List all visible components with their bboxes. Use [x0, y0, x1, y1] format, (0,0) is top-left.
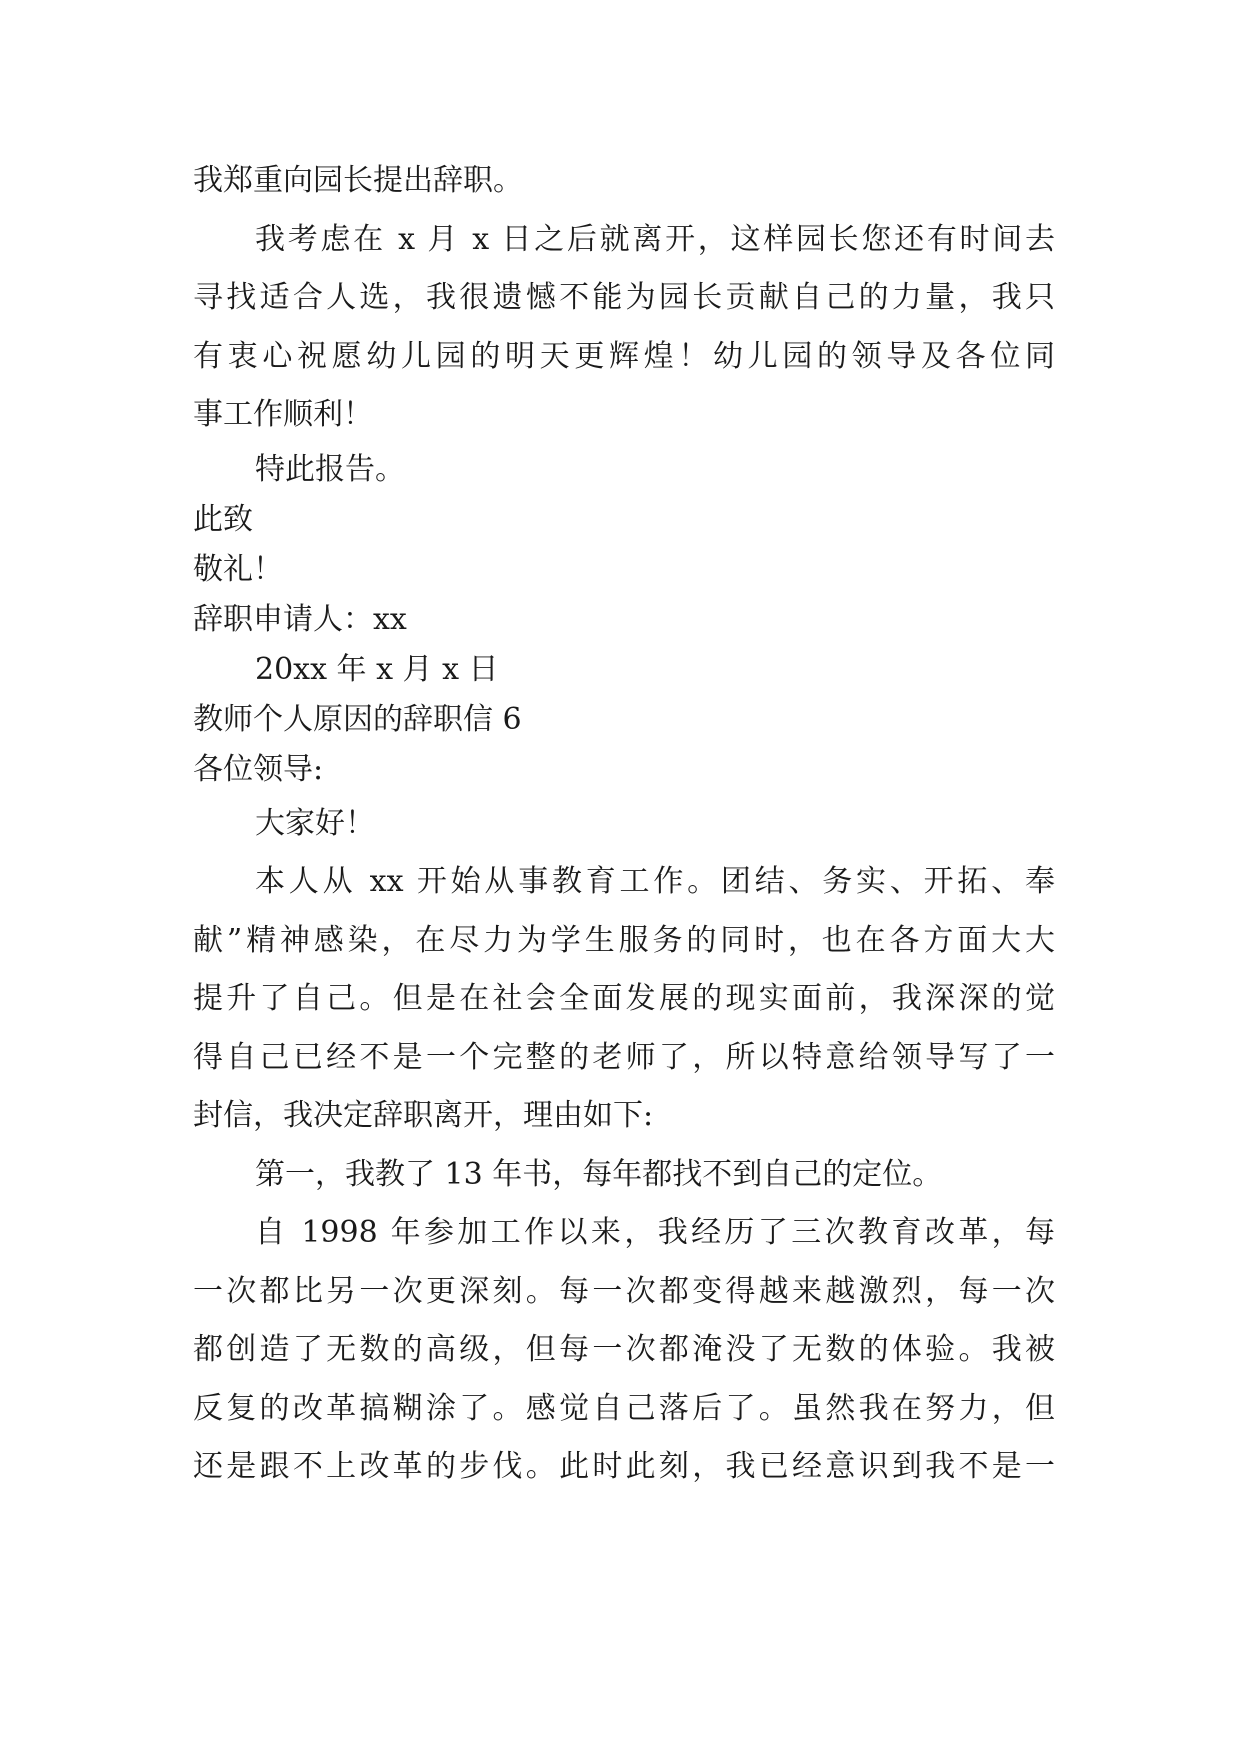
text-line: 有衷心祝愿幼儿园的明天更辉煌！幼儿园的领导及各位同: [193, 338, 1055, 374]
text-line: 此致: [193, 501, 253, 537]
text-line: 本人从 xx 开始从事教育工作。团结、务实、开拓、奉: [255, 864, 1055, 899]
text-line: 都创造了无数的高级，但每一次都淹没了无数的体验。我被: [193, 1332, 1055, 1367]
text-line: 一次都比另一次更深刻。每一次都变得越来越激烈，每一次: [193, 1273, 1055, 1309]
text-line: 第一，我教了 13 年书，每年都找不到自己的定位。: [255, 1156, 943, 1192]
text-line: 特此报告。: [255, 451, 405, 487]
text-line: 辞职申请人：xx: [193, 601, 407, 637]
text-line: 我考虑在 x 月 x 日之后就离开，这样园长您还有时间去: [255, 221, 1055, 257]
document-page: [193, 152, 1055, 1497]
text-line: 事工作顺利！: [193, 397, 373, 432]
text-line: 寻找适合人选，我很遗憾不能为园长贡献自己的力量，我只: [193, 280, 1055, 315]
section-title: 教师个人原因的辞职信 6: [193, 701, 522, 737]
salutation: 各位领导:: [193, 751, 324, 787]
text-line: 封信，我决定辞职离开，理由如下:: [193, 1098, 654, 1133]
date-line: 20xx 年 x 月 x 日: [255, 651, 499, 687]
text-line: 自 1998 年参加工作以来，我经历了三次教育改革，每: [255, 1215, 1055, 1250]
text-line: 献”精神感染，在尽力为学生服务的同时，也在各方面大大: [193, 922, 1055, 958]
text-line: 提升了自己。但是在社会全面发展的现实面前，我深深的觉: [193, 981, 1055, 1016]
text-line: 还是跟不上改革的步伐。此时此刻，我已经意识到我不是一: [193, 1449, 1055, 1484]
text-line: 我郑重向园长提出辞职。: [193, 163, 523, 198]
greeting: 大家好！: [255, 805, 375, 841]
text-line: 敬礼！: [193, 551, 283, 587]
text-line: 反复的改革搞糊涂了。感觉自己落后了。虽然我在努力，但: [193, 1390, 1055, 1426]
text-line: 得自己已经不是一个完整的老师了，所以特意给领导写了一: [193, 1039, 1055, 1075]
